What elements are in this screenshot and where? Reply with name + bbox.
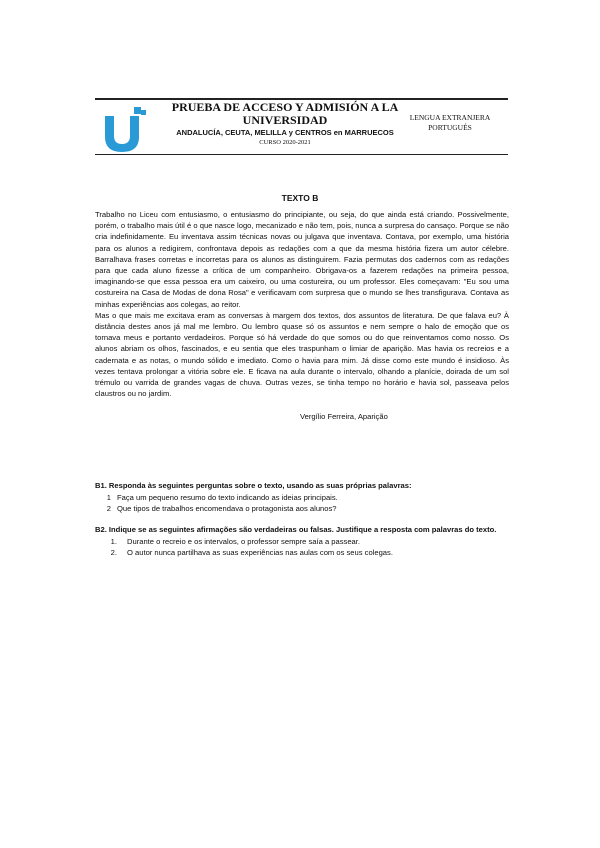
subject-block bbox=[395, 113, 505, 133]
attribution: Vergílio Ferreira, Aparição bbox=[300, 412, 388, 421]
university-logo-icon bbox=[101, 106, 147, 152]
subject-line-2: PORTUGUÉS bbox=[428, 123, 472, 132]
reading-text bbox=[95, 209, 509, 399]
title-line-1: PRUEBA DE ACCESO Y ADMISIÓN A LA bbox=[171, 100, 399, 114]
item-number: 2. bbox=[110, 548, 117, 557]
b2-list bbox=[95, 536, 509, 558]
item-text: O autor nunca partilhava as suas experiências nas aulas com os seus colegas. bbox=[127, 548, 393, 557]
course-label: CURSO 2020-2021 bbox=[259, 139, 311, 146]
title-line-2: UNIVERSIDAD bbox=[242, 113, 328, 127]
item-number: 1 bbox=[106, 493, 111, 502]
item-text: Durante o recreio e os intervalos, o professor sempre saía a passear. bbox=[127, 537, 360, 546]
item-text: Que tipos de trabalhos encomendava o protagonista aos alunos? bbox=[117, 504, 337, 513]
section-b2 bbox=[95, 524, 509, 558]
paragraph-1: Trabalho no Liceu com entusiasmo, o entusiasmo do principiante, ou seja, do que ainda está criando. Possivelmente, porém, o trabalho mais útil é o que nasce logo, mecanizado e não tem, pois, nunca a surpresa do cansaço. Porque se não cria indefinidamente. Eu inventava assim técnicas novas ou julgava que inventava. Contava, por exemplo, uma história para os alunos a redigirem, confrontava depois as redações com a que da mesma história fizera um autor célebre. Barralhava frases corretas e incorretas para os alunos as distinguirem. Fazia permutas dos cadernos com as redações para que cada aluno fizesse a crítica de um companheiro. Obrigava-os a fazerem redações na primeira pessoa, imaginando-se que essa pessoa era um caixeiro, ou uma costureira, ou um professor. Eles começavam: "Eu sou uma costureira na Casa de Modas de dona Rosa" e verificavam com surpresa que o mundo se lhes transfigurava. Contava as minhas experiências aos colegas, ao reitor. bbox=[95, 210, 509, 309]
b2-heading: B2. Indique se as seguintes afirmações são verdadeiras ou falsas. Justifique a resposta com palavras do texto. bbox=[95, 525, 497, 534]
region-label: ANDALUCÍA, CEUTA, MELILLA y CENTROS en MARRUECOS bbox=[176, 128, 394, 137]
exam-header bbox=[95, 98, 508, 155]
paragraph-2: Mas o que mais me excitava eram as conversas à margem dos textos, dos assuntos de literatura. De que falava eu? À distância destes anos já mal me lembro. Ou lembro quase só os assuntos e nem sempre o halo de emoção que os tornava meus e portanto verdadeiros. Porque só há verdade do que somos ou do que reinventamos como nosso. Os alunos abriam os olhos, fascinados, e eu sentia que eles traspunham o limiar de aparição. Mas havia os recreios e a cadernata e as notas, o mundo sólido e imediato. Como o havia para mim. Já disse como este mundo é insidioso. Às vezes tentava prolongar a vitória sobre ele. E ficava na aula durante o intervalo, olhando a planície, doirada de um sol trémulo ou varrida de grandes vagas de chuva. Outras vezes, se tinha tempo no horário e havia sol, passeava pelos claustros ou no jardim. bbox=[95, 310, 509, 399]
text-title: TEXTO B bbox=[281, 193, 319, 203]
item-text: Faça um pequeno resumo do texto indicando as ideias principais. bbox=[117, 493, 338, 502]
list-item bbox=[95, 492, 509, 503]
subject-line-1: LENGUA EXTRANJERA bbox=[409, 113, 491, 122]
list-item bbox=[95, 536, 509, 547]
item-number: 2 bbox=[106, 504, 111, 513]
exam-titles bbox=[165, 101, 405, 147]
list-item bbox=[95, 547, 509, 558]
b1-heading: B1. Responda às seguintes perguntas sobre o texto, usando as suas próprias palavras: bbox=[95, 481, 412, 490]
b1-list bbox=[95, 492, 509, 514]
item-number: 1. bbox=[110, 537, 117, 546]
section-b1 bbox=[95, 480, 509, 514]
list-item bbox=[95, 503, 509, 514]
